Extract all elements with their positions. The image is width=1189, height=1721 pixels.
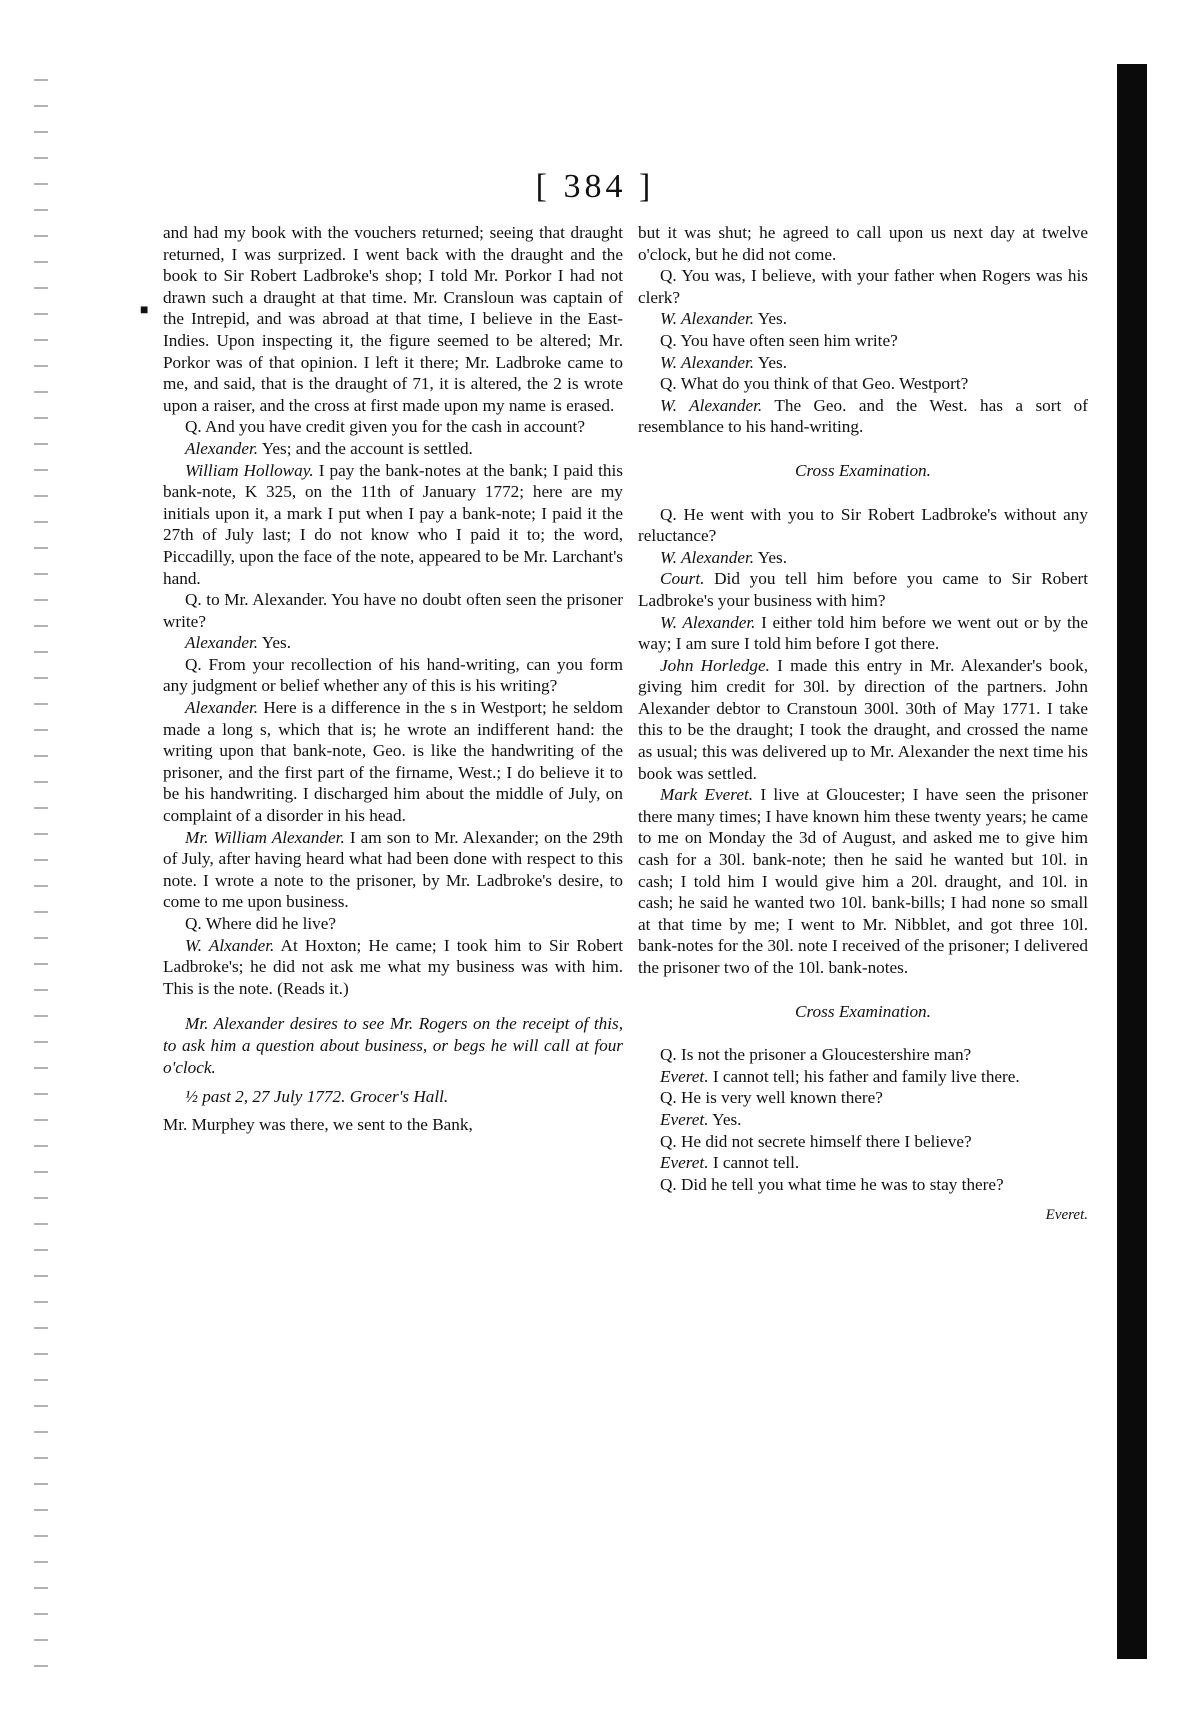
speaker-name: Mark Everet. — [660, 785, 754, 805]
speaker-name: W. Alexander. — [660, 547, 755, 567]
paragraph — [638, 395, 1088, 438]
paragraph — [163, 697, 623, 827]
paragraph-text: Q. He is very well known there? — [660, 1088, 883, 1108]
paragraph-text: but it was shut; he agreed to call upon us next day at twelve o'clock, but he did not come. — [638, 223, 1088, 264]
paragraph — [638, 265, 1088, 308]
paragraph-text: I live at Gloucester; I have seen the prisoner there many times; I have known him these twenty years; he came to me on Monday the 3d of August, and asked me to give him cash for a 30l. bank-note; then he said he wanted but 10l. in cash; I told him I would give him a 20l. draught, and 10l. in cash; he said he wanted two 10l. bank-bills; I had none so small at that time by me; I went to Mr. Nibblet, and got three 10l. bank-notes for the 30l. note I received of the prisoner; I delivered the prisoner two of the 10l. bank-notes. — [638, 785, 1088, 977]
paragraph-text: I am son to Mr. Alexander; on the 29th of July, after having heard what had been done with respect to this note. I wrote a note to the prisoner, by Mr. Ladbroke's desire, to come to me upon business. — [163, 827, 623, 912]
cross-examination-heading-2: Cross Examination. — [795, 1001, 931, 1021]
paragraph — [163, 416, 623, 438]
paragraph-text: I either told him before we went out or by the way; I am sure I told him before I got there. — [638, 612, 1088, 654]
paragraph — [638, 1152, 1088, 1174]
paragraph — [638, 308, 1088, 330]
paragraph-text: and had my book with the vouchers returned; seeing that draught returned, I was surprized. I went back with the draught and the book to Sir Robert Ladbroke's shop; I told Mr. Porkor I had not drawn such a draught at that time. Mr. Cransloun was captain of the Intrepid, and was abroad at that time, I believe in the East-Indies. Upon inspecting it, the figure seemed to be altered; Mr. Porkor was of that opinion. I left it there; Mr. Ladbroke came to me, and said, that is the draught of 71, it is altered, the 2 is wrote upon a raiser, and the cross at first made upon my name is erased. — [163, 223, 623, 415]
paragraph-text: Yes. — [754, 352, 788, 372]
paragraph-text: Q. He did not secrete himself there I believe? — [660, 1131, 972, 1151]
paragraph — [638, 1066, 1088, 1088]
speaker-name: Alexander. — [185, 633, 259, 653]
paragraph — [638, 1044, 1088, 1066]
paragraph-text: Q. Did he tell you what time he was to stay there? — [660, 1174, 1004, 1194]
paragraph — [163, 589, 623, 632]
quoted-note: Mr. Alexander desires to see Mr. Rogers on the receipt of this, to ask him a question about business, or begs he will call at four o'clock. — [163, 1014, 623, 1077]
paragraph — [638, 547, 1088, 569]
paragraph — [638, 373, 1088, 395]
left-paragraphs — [163, 222, 623, 999]
paragraph-text: I cannot tell; his father and family live there. — [708, 1066, 1020, 1086]
left-column — [163, 222, 623, 1135]
paragraph — [163, 913, 623, 935]
paragraph-text: At Hoxton; He came; I took him to Sir Robert Ladbroke's; he did not ask me what my business was with him. This is the note. (Reads it.) — [163, 935, 624, 998]
scan-margin-specks — [34, 70, 48, 1670]
speaker-name: W. Alexander. — [660, 352, 755, 372]
paragraph-text: Did you tell him before you came to Sir Robert Ladbroke's your business with him? — [638, 569, 1088, 610]
paragraph-text: Q. And you have credit given you for the cash in account? — [185, 417, 585, 437]
paragraph-text: I made this entry in Mr. Alexander's book, giving him credit for 30l. by direction of the partners. John Alexander debtor to Cranstoun 300l. 30th of May 1771. I take this to be the draught; I took the draught, and crossed the name as usual; this was delivered up to Mr. Alexander the next time his book was settled. — [638, 655, 1089, 783]
paragraph — [163, 827, 623, 913]
paragraph — [163, 632, 623, 654]
speaker-name: W. Alexander. — [660, 309, 755, 329]
page-number: [ 384 ] — [535, 168, 655, 205]
quoted-note-signature: ½ past 2, 27 July 1772. Grocer's Hall. — [185, 1087, 449, 1107]
paragraph-text: Q. You was, I believe, with your father when Rogers was his clerk? — [638, 266, 1088, 307]
catchword: Everet. — [1045, 1207, 1088, 1224]
paragraph-text: Yes. — [754, 309, 788, 329]
paragraph — [163, 935, 623, 1000]
paragraph-text: Yes. — [754, 547, 788, 567]
paragraph-text: I pay the bank-notes at the bank; I paid this bank-note, K 325, on the 11th of January 1772; here are my initials upon it, a mark I put when I pay a bank-note; I paid it the 27th of July last; I do not know who I paid it to; the word, Piccadilly, upon the face of the note, appeared to be Mr. Larchant's hand. — [163, 460, 623, 588]
paragraph-text: Q. He went with you to Sir Robert Ladbroke's without any reluctance? — [638, 504, 1088, 546]
paragraph-text: Q. What do you think of that Geo. Westport? — [660, 374, 969, 394]
paragraph — [638, 612, 1088, 655]
left-final-line: Mr. Murphey was there, we sent to the Bank, — [163, 1114, 473, 1134]
speaker-name: Alexander. — [185, 438, 259, 458]
speaker-name: Court. — [660, 569, 705, 589]
paragraph-text: Q. From your recollection of his hand-writing, can you form any judgment or belief whether any of this is his writing? — [163, 654, 623, 696]
scan-right-edge-fragments — [1176, 240, 1186, 1420]
paragraph — [638, 655, 1088, 785]
right-column — [638, 222, 1088, 1227]
right-paragraphs-c — [638, 1044, 1088, 1195]
right-paragraphs-b — [638, 504, 1088, 979]
paragraph — [638, 1087, 1088, 1109]
paragraph — [638, 784, 1088, 978]
paragraph-text: Yes; and the account is settled. — [258, 438, 473, 458]
speaker-name: John Horledge. — [660, 655, 770, 675]
speaker-name: Everet. — [660, 1153, 709, 1173]
paragraph — [638, 504, 1088, 547]
paragraph-text: Q. to Mr. Alexander. You have no doubt often seen the prisoner write? — [163, 590, 623, 631]
right-paragraphs-a — [638, 222, 1088, 438]
paragraph-text: Yes. — [708, 1109, 742, 1129]
paragraph — [163, 222, 623, 416]
paragraph — [638, 352, 1088, 374]
paragraph-text: Here is a difference in the s in Westport; he seldom made a long s, which that is; he wrote an indifferent hand: the writing upon that bank-note, Geo. is like the handwriting of the prisoner, and the first part of the firname, West.; I do believe it to be his handwriting. I discharged him about the middle of July, on complaint of a disorder in his head. — [163, 698, 623, 826]
paragraph-text: The Geo. and the West. has a sort of resemblance to his hand-writing. — [638, 395, 1088, 437]
cross-examination-heading-1: Cross Examination. — [795, 460, 931, 480]
paragraph — [638, 330, 1088, 352]
paragraph — [638, 222, 1088, 265]
paragraph — [638, 568, 1088, 611]
paragraph — [163, 654, 623, 697]
paragraph — [163, 438, 623, 460]
speaker-name: Everet. — [660, 1109, 709, 1129]
speaker-name: Alexander. — [185, 698, 259, 718]
paragraph-text: Q. You have often seen him write? — [660, 330, 898, 350]
speaker-name: William Holloway. — [185, 460, 314, 480]
paragraph — [638, 1109, 1088, 1131]
margin-bullet: ■ — [140, 303, 149, 318]
paragraph-text: Q. Is not the prisoner a Gloucestershire man? — [660, 1045, 972, 1065]
paragraph-text: Q. Where did he live? — [185, 914, 336, 933]
paragraph-text: Yes. — [258, 633, 291, 653]
scan-binding-edge — [1117, 64, 1147, 1659]
paragraph — [163, 460, 623, 590]
speaker-name: W. Alxander. — [185, 935, 275, 955]
speaker-name: Everet. — [660, 1066, 709, 1086]
paragraph — [638, 1131, 1088, 1153]
speaker-name: Mr. William Alexander. — [185, 827, 345, 847]
speaker-name: W. Alexander. — [660, 612, 756, 632]
paragraph-text: I cannot tell. — [708, 1153, 800, 1173]
paragraph — [638, 1174, 1088, 1196]
speaker-name: W. Alexander. — [660, 395, 763, 415]
